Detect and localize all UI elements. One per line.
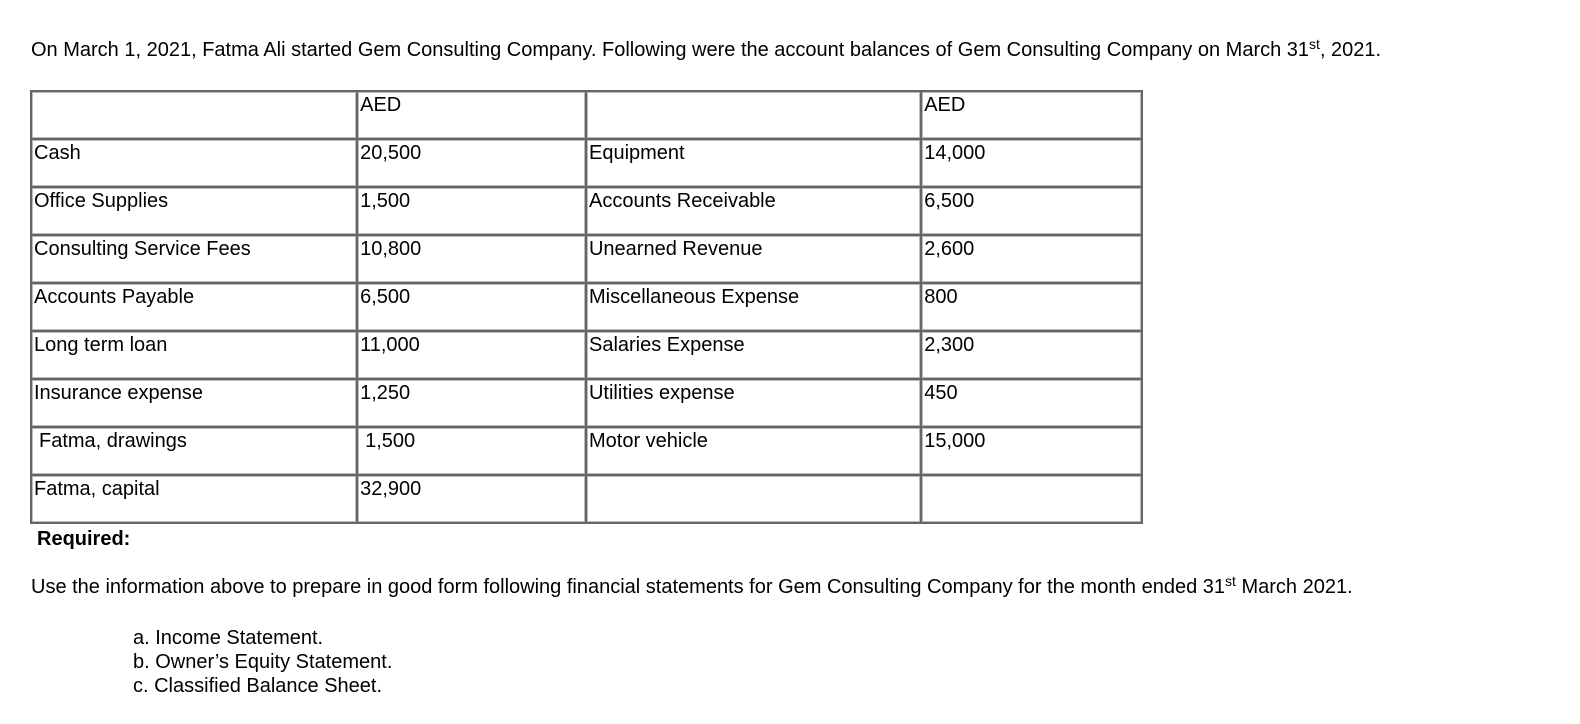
header-left-currency: AED — [357, 91, 586, 139]
header-right-currency: AED — [921, 91, 1142, 139]
intro-superscript: st — [1309, 36, 1320, 52]
table-row — [31, 331, 1142, 379]
left-amount: 11,000 — [357, 331, 586, 379]
left-amount: 1,500 — [357, 187, 586, 235]
left-amount: 10,800 — [357, 235, 586, 283]
table-header-row — [31, 91, 1142, 139]
instruction-tail: March 2021. — [1235, 576, 1353, 598]
intro-paragraph — [31, 38, 1381, 62]
statements-list — [133, 626, 392, 698]
instruction-superscript: st — [1225, 573, 1236, 589]
left-account: Long term loan — [31, 331, 357, 379]
account-balances-table — [30, 90, 1143, 524]
instruction-paragraph — [31, 575, 1353, 599]
list-item: a. Income Statement. — [133, 627, 324, 649]
header-left-account-cell — [31, 91, 357, 139]
left-amount: 1,500 — [357, 427, 586, 475]
table-row — [31, 187, 1142, 235]
list-item: b. Owner’s Equity Statement. — [133, 651, 393, 673]
intro-text: On March 1, 2021, Fatma Ali started Gem Consulting Company. Following were the account balances of Gem Consulting Company on March 31 — [31, 39, 1310, 61]
right-amount: 450 — [921, 379, 1142, 427]
table-row — [31, 283, 1142, 331]
right-amount: 14,000 — [921, 139, 1142, 187]
right-account: Accounts Receivable — [586, 187, 921, 235]
left-amount: 1,250 — [357, 379, 586, 427]
left-amount: 32,900 — [357, 475, 586, 523]
right-amount: 800 — [921, 283, 1142, 331]
left-account: Cash — [31, 139, 357, 187]
table-row — [31, 235, 1142, 283]
header-right-account-cell — [586, 91, 921, 139]
right-account — [586, 475, 921, 523]
left-amount: 20,500 — [357, 139, 586, 187]
right-amount: 6,500 — [921, 187, 1142, 235]
list-item: c. Classified Balance Sheet. — [133, 675, 383, 697]
required-heading: Required: — [37, 528, 131, 550]
instruction-text: Use the information above to prepare in good form following financial statements for Gem Consulting Company for the month ended 31 — [31, 576, 1225, 598]
left-account: Consulting Service Fees — [31, 235, 357, 283]
right-account: Motor vehicle — [586, 427, 921, 475]
right-account: Unearned Revenue — [586, 235, 921, 283]
right-account: Equipment — [586, 139, 921, 187]
table-row — [31, 427, 1142, 475]
left-account: Fatma, drawings — [31, 427, 357, 475]
table-row — [31, 139, 1142, 187]
table-row — [31, 475, 1142, 523]
left-account: Office Supplies — [31, 187, 357, 235]
left-amount: 6,500 — [357, 283, 586, 331]
left-account: Fatma, capital — [31, 475, 357, 523]
right-account: Utilities expense — [586, 379, 921, 427]
right-amount: 15,000 — [921, 427, 1142, 475]
right-account: Miscellaneous Expense — [586, 283, 921, 331]
right-amount — [921, 475, 1142, 523]
intro-tail: , 2021. — [1319, 39, 1382, 61]
right-amount: 2,300 — [921, 331, 1142, 379]
right-amount: 2,600 — [921, 235, 1142, 283]
table-row — [31, 379, 1142, 427]
left-account: Accounts Payable — [31, 283, 357, 331]
left-account: Insurance expense — [31, 379, 357, 427]
right-account: Salaries Expense — [586, 331, 921, 379]
